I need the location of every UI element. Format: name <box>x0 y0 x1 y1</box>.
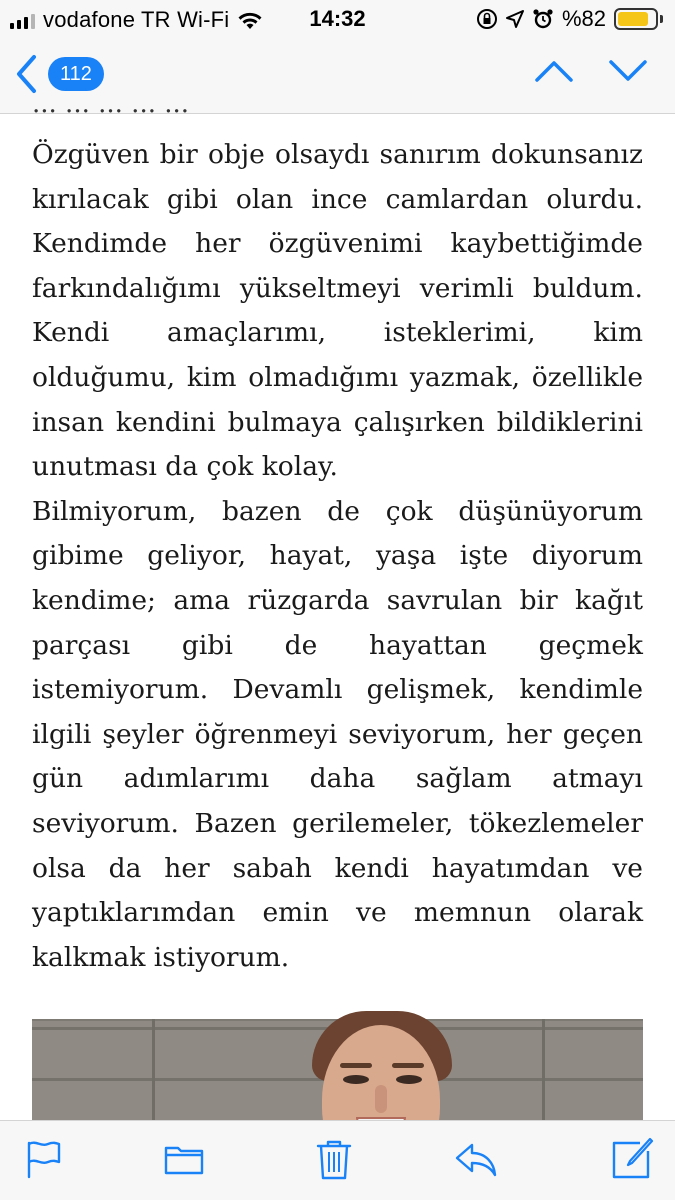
location-icon <box>506 10 524 28</box>
orientation-lock-icon <box>476 8 498 30</box>
unread-count-badge[interactable]: 112 <box>48 57 104 91</box>
status-right <box>476 6 663 32</box>
compose-icon[interactable] <box>610 1137 654 1181</box>
carrier-label: vodafone TR Wi-Fi <box>43 7 230 32</box>
chevron-left-icon[interactable] <box>14 54 38 94</box>
status-time: 14:32 <box>309 6 366 31</box>
folder-icon[interactable] <box>162 1137 206 1181</box>
back-button[interactable] <box>14 54 104 94</box>
paragraph: Özgüven bir obje olsaydı sanırım dokunsanız kırılacak gibi olan ince camlardan olurdu. Kendimde her özgüvenimi kaybettiğimde farkındalığımı yükseltmeyi verimli buldum. Kendi amaçlarımı, isteklerimi, kim olduğumu, kim olmadığımı yazmak, özellikle insan kendini bulmaya çalışırken bildiklerini unutması da çok kolay. <box>32 139 643 483</box>
portrait-photo[interactable] <box>32 1019 643 1129</box>
chevron-down-icon[interactable] <box>608 58 648 84</box>
battery-fill <box>618 12 648 26</box>
chevron-up-icon[interactable] <box>534 58 574 84</box>
alarm-icon <box>532 8 554 30</box>
message-body <box>0 89 675 1120</box>
trash-icon[interactable] <box>312 1137 356 1181</box>
paragraph: Bilmiyorum, bazen de çok düşünüyorum gibime geliyor, hayat, yaşa işte diyorum kendime; ama rüzgarda savrulan bir kağıt parçası gibi de hayattan geçmek istemiyorum. Devamlı gelişmek, kendimle ilgili şeyler öğrenmeyi seviyorum, her geçen gün adımlarımı daha sağlam atmayı seviyorum. Bazen gerilemeler, tökezlemeler olsa da her sabah kendi hayatımdan ve yaptıklarımdan emin ve memnun olarak kalkmak istiyorum. <box>32 495 643 973</box>
bottom-toolbar <box>0 1120 675 1200</box>
article-text <box>32 133 643 980</box>
battery-percent: %82 <box>561 6 606 31</box>
status-bar <box>0 0 675 38</box>
flag-icon[interactable] <box>22 1137 66 1181</box>
battery-icon <box>614 8 663 30</box>
cutoff-text: ... ... ... ... ... <box>32 89 190 119</box>
reply-icon[interactable] <box>454 1137 498 1181</box>
cutoff-text-line <box>32 89 643 121</box>
